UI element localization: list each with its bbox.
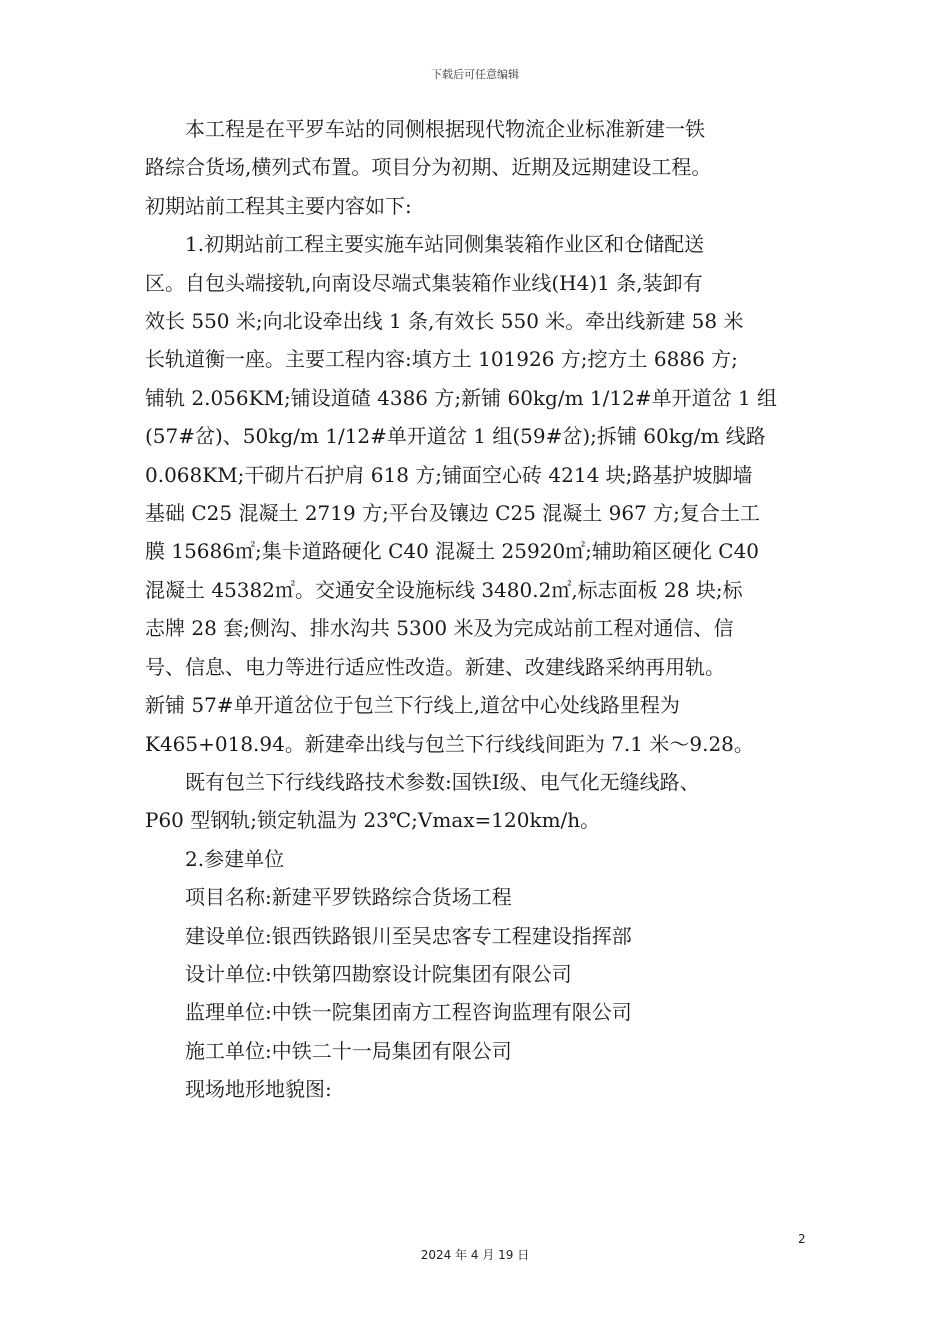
- text-line: 号、信息、电力等进行适应性改造。新建、改建线路采纳再用轨。: [145, 654, 725, 679]
- text-line: 膜 15686㎡;集卡道路硬化 C40 混凝土 25920㎡;辅助箱区硬化 C40: [145, 539, 760, 564]
- text-line: 长轨道衡一座。主要工程内容:填方土 101926 方;挖方土 6886 方;: [145, 347, 738, 372]
- text-line: K465+018.94。新建牵出线与包兰下行线线间距为 7.1 米～9.28。: [145, 731, 754, 756]
- text-line: 项目名称:新建平罗铁路综合货场工程: [185, 885, 512, 910]
- text-line: 本工程是在平罗车站的同侧根据现代物流企业标准新建一铁: [185, 117, 705, 141]
- text-line: 志牌 28 套;侧沟、排水沟共 5300 米及为完成站前工程对通信、信: [145, 616, 734, 641]
- text-line: 基础 C25 混凝土 2719 方;平台及镶边 C25 混凝土 967 方;复合土工: [145, 501, 760, 526]
- text-line: (57#岔)、50kg/m 1/12#单开道岔 1 组(59#岔);拆铺 60kg/m 线路: [145, 424, 766, 449]
- text-line: 现场地形地貌图:: [185, 1077, 332, 1102]
- text-line: 设计单位:中铁第四勘察设计院集团有限公司: [185, 961, 572, 986]
- text-line: 新铺 57#单开道岔位于包兰下行线上,道岔中心处线路里程为: [145, 693, 680, 718]
- text-line: 区。自包头端接轨,向南设尽端式集装箱作业线(H4)1 条,装卸有: [145, 270, 703, 295]
- text-line: 混凝土 45382㎡。交通安全设施标线 3480.2㎡,标志面板 28 块;标: [145, 577, 743, 602]
- page-number: 2: [798, 1232, 806, 1246]
- page-header: 下载后可任意编辑: [431, 68, 519, 81]
- text-line: 效长 550 米;向北设牵出线 1 条,有效长 550 米。牵出线新建 58 米: [145, 309, 744, 334]
- text-line: 监理单位:中铁一院集团南方工程咨询监理有限公司: [185, 1000, 632, 1025]
- text-line: P60 型钢轨;锁定轨温为 23℃;Vmax=120km/h。: [145, 808, 601, 833]
- text-line: 2.参建单位: [185, 846, 285, 871]
- text-line: 建设单位:银西铁路银川至吴忠客专工程建设指挥部: [185, 923, 632, 948]
- text-line: 0.068KM;干砌片石护肩 618 方;铺面空心砖 4214 块;路基护坡脚墙: [145, 462, 753, 487]
- text-line: 路综合货场,横列式布置。项目分为初期、近期及远期建设工程。: [145, 155, 712, 180]
- text-line: 既有包兰下行线线路技术参数:国铁Ⅰ级、电气化无缝线路、: [185, 769, 700, 794]
- text-line: 1.初期站前工程主要实施车站同侧集装箱作业区和仓储配送: [185, 232, 705, 257]
- page-footer-date: 2024 年 4 月 19 日: [420, 1248, 530, 1262]
- text-line: 铺轨 2.056KM;铺设道碴 4386 方;新铺 60kg/m 1/12#单开道岔 1 组: [145, 385, 778, 410]
- text-line: 初期站前工程其主要内容如下:: [145, 193, 412, 218]
- document-body: [145, 110, 835, 1109]
- text-line: 施工单位:中铁二十一局集团有限公司: [185, 1038, 512, 1063]
